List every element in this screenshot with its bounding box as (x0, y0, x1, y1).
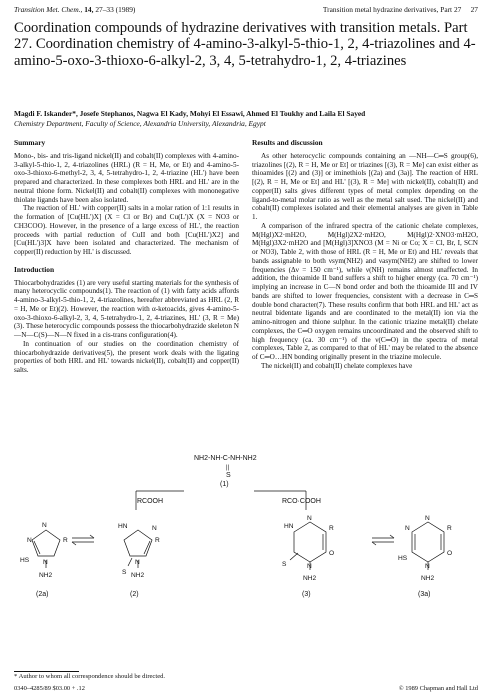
atom-label: N (405, 525, 410, 532)
results-heading: Results and discussion (252, 138, 323, 147)
compound-label-2: (2) (130, 591, 139, 598)
atom-label: N (42, 522, 47, 529)
atom-label: S (122, 569, 127, 576)
compound-1-label: (1) (220, 481, 229, 488)
atom-label: HN (118, 523, 128, 530)
issn-code: 0340–4285/89 $03.00 + .12 (14, 685, 85, 692)
copyright-notice: © 1989 Chapman and Hall Ltd (398, 685, 478, 692)
affiliation: Chemistry Department, Faculty of Science, Alexandria University, Alexandria, Egypt (14, 119, 266, 128)
atom-label: NH2 (421, 575, 435, 582)
atom-label: N (425, 515, 430, 522)
tautomer-equilibrium-right (372, 535, 394, 545)
reaction-scheme-drawing (14, 450, 484, 667)
running-title: Transition metal hydrazine derivatives, Part 27 27 (322, 5, 478, 14)
atom-label: NH2 (131, 572, 145, 579)
atom-label: HN (284, 523, 294, 530)
summary-paragraph: The reaction of HL' with copper(II) salts in a molar ration of 1:1 results in the formation of [Cu(HL')X] (X = Cl or Br) and Cu(L')X (X = NO3 or CH3COO). However, in the presence of a large excess of HL', the reaction proceeds with partial reduction of CuII and both [Cu(HL')X2] and [Cu(HL')3]X have been isolated and characterized. The mechanism of copper(II) reduction by HL' is discussed. (14, 204, 239, 256)
atom-label: HS (20, 557, 30, 564)
summary-heading: Summary (14, 138, 46, 147)
atom-label: O (329, 550, 335, 557)
atom-label: N (152, 525, 157, 532)
left-column (14, 139, 239, 375)
atom-label: N (425, 563, 430, 570)
compound-label-2a: (2a) (36, 591, 49, 598)
author-list: Magdi F. Iskander*, Josefe Stephanos, Nagwa El Kady, Mohyi El Essawi, Ahmed El Toukhy and Laila El Sayed (14, 109, 366, 118)
results-paragraph: As other heterocyclic compounds containing an —NH—C═S group(6), triazolines [(2), R = H, Me or Et] or triazines [(3), R = Me] can exist either as thioamides [(2) and (3)] or iminethiols [(2a) and (3a)]. The reaction of HRL [(2), R = H, Me or Et] and HL' [(3), R = Me] with nickel(II), cobalt(II) and copper(II) salts gives different types of metal complex depending on the ligand-to-metal molar ratio as well as the metal salt used. The nickel(II) and cobalt(II) complexes isolated and their elemental analyses are given in Table 1. (252, 151, 478, 221)
atom-label: N (135, 559, 140, 566)
introduction-paragraph: Thiocarbohydrazides (1) are very useful starting materials for the synthesis of many heterocyclic compounds(1). The reaction of (1) with fatty acids affords 4-amino-3-alkyl-5-thio-1, 2, 4-triazolines, hereafter abbreviated as HRL (2, R = H, Me or Et)(2). However, the reaction with α-ketoacids, gives 4-amino-5-oxo-3-thioxo-6-alkyl-2, 3, 4, 5-tetrahydro-1, 2, 4-triazines, HL' (3, R = Me)(3). These heterocyclic compounds possess the thiocarbohydrazide skeleton N—N—C(S)—N—N fixed in a cis-trans configuration(4). (14, 278, 239, 339)
results-paragraph: A comparison of the infrared spectra of the cationic chelate complexes, M(Hgl)X2·mH2O, M(Hgl)2X2·mH2O, M(Hgl)2·XNO3·mH2O, M(Hgl)3X2·mH2O and [M(Hgl)3]XNO3 (M = Ni or Co; X = Cl, Br, I, SCN or NO3), Table 2, with those of HRL (R = H, Me or Et) and HL' reveals that bands assignable to both νsym(NH2) and νasym(NH2) are shifted to lower frequencies (Δν = 150 cm⁻¹), while ν(NH) remains almost unaffected. In addition, the thioamide II band suffers a shift to higher energy (ca. 70 cm⁻¹) implying an increase in C—N bond order and both the thioamide III and IV bands are shifted to lower frequencies, consistent with a decrease in C═S double bond character(7). These results confirm that both HRL and HL' act as neutral bidentate ligands and are coordinated to the metal(II) ion via the amino-nitrogen and thione sulphur. In the cationic triazine metal(II) chelate complexes, the C═O oxygen remains uncoordinated and the observed shift to high frequency (ca. 30 cm⁻¹) of the ν(C═O) in the spectra of metal complexes, Table 2, as compared to that of HL' may be related to the absence of C═O…HN bonding originally present in the triazine molecule. (252, 221, 478, 361)
atom-label: R (447, 525, 452, 532)
introduction-paragraph: In continuation of our studies on the coordination chemistry of thiocarbohydrazide derivatives(5), the present work deals with the ligating properties of both HRL and HL' towards nickel(II), cobalt(II) and copper(II) salts. (14, 339, 239, 374)
reagent-rcooh: RCOOH (137, 498, 164, 505)
atom-label: R (155, 537, 160, 544)
compound-label-3: (3) (302, 591, 311, 598)
journal-citation: Transition Met. Chem., 14, 27–33 (1989) (14, 5, 136, 14)
results-paragraph: The nickel(II) and cobalt(II) chelate complexes have (261, 361, 413, 370)
atom-label: NH2 (303, 575, 317, 582)
correspondence-footnote: * Author to whom all correspondence should be directed. (14, 673, 166, 680)
reaction-scheme (14, 450, 484, 667)
atom-label: S (282, 561, 287, 568)
introduction-heading: Introduction (14, 264, 55, 274)
atom-label: O (447, 550, 453, 557)
atom-label: N (307, 515, 312, 522)
tautomer-equilibrium-left (72, 535, 94, 545)
reagent-rcocooh: RCO·COOH (282, 498, 321, 505)
article-title: Coordination compounds of hydrazine derivatives with transition metals. Part 27. Coordination chemistry of 4-amino-3-alkyl-5-thio-1, 2, 4-triazolines and 4-amino-5-oxo-3-thioxo-6-alkyl-2, 3, 4, 5-tetrahydro-1, 2, 4-triazines (14, 20, 476, 69)
summary-paragraph: Mono-, bis- and tris-ligand nickel(II) and cobalt(II) complexes with 4-amino-3-alkyl-5-thio-1, 2, 4-triazolines (HRL) (R = H, Me, or Et) and 4-amino-5-oxo-3-thioxo-6-methyl-2, 3, 4, 5-tetrahydro-1, 2, 4-triazine (HL') have been prepared and characterized. In these complexes both HRL and HL' are in the neutral thione form. Nickel(II) and cobalt(II) complexes with mononegative thiolate ligands have been also isolated. (14, 151, 239, 204)
footnote-rule (14, 671, 79, 672)
cs-double-bond: || (226, 465, 230, 471)
compound-label-3a: (3a) (418, 591, 431, 598)
thione-sulfur-label: S (226, 472, 231, 479)
atom-label: N (43, 559, 48, 566)
atom-label: NH2 (39, 572, 53, 579)
atom-label: N (307, 563, 312, 570)
atom-label: R (63, 537, 68, 544)
page-number: 27 (470, 5, 478, 14)
atom-label: HS (398, 555, 408, 562)
atom-label: N (27, 537, 32, 544)
thiocarbohydrazide-formula: NH2-NH-C-NH-NH2 (194, 455, 257, 462)
right-column (252, 139, 478, 371)
atom-label: R (329, 525, 334, 532)
